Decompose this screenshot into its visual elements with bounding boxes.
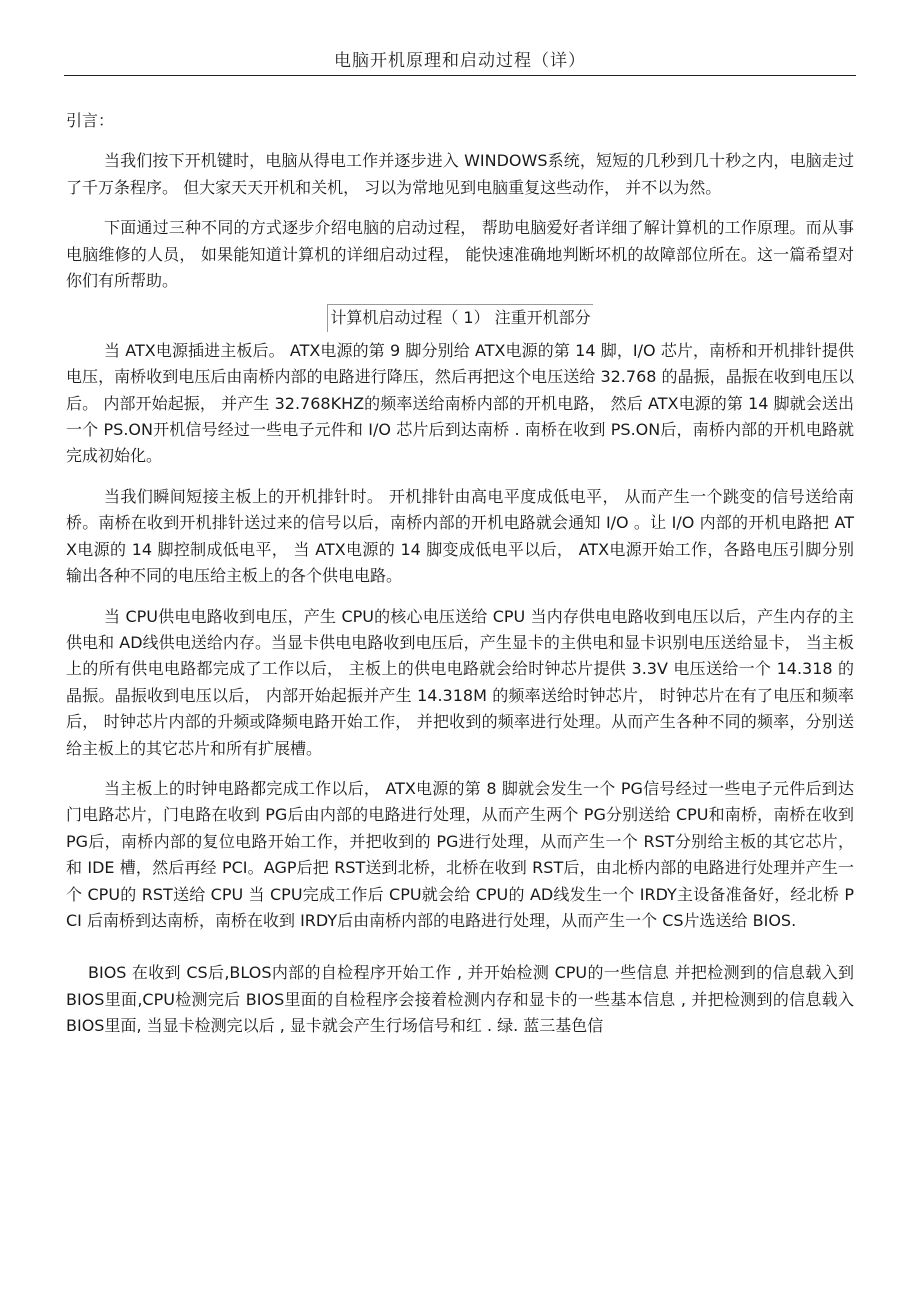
- paragraph-atx-power: 当 ATX电源插进主板后。 ATX电源的第 9 脚分别给 ATX电源的第 14 脚，I/O 芯片，南桥和开机排针提供电压，南桥收到电压后由南桥内部的电路进行降压，然后再把这个电压送给 32.768 的晶振，晶振在收到电压以后。 内部开始起振， 并产生 32.768KHZ的频率送给南桥内部的开机电路， 然后 ATX电源的第 14 脚就会送出一个 PS.ON开机信号经过一些电子元件和 I/O 芯片后到达南桥 . 南桥在收到 PS.ON后，南桥内部的开机电路就完成初始化。: [66, 340, 854, 466]
- page-title: 电脑开机原理和启动过程（详）: [334, 51, 586, 71]
- paragraph-intro-2: 下面通过三种不同的方式逐步介绍电脑的启动过程， 帮助电脑爱好者详细了解计算机的工作原理。而从事电脑维修的人员， 如果能知道计算机的详细启动过程， 能快速准确地判断坏机的故障部位所在。这一篇希望对你们有所帮助。: [66, 218, 854, 291]
- paragraph-cpu-power: 当 CPU供电电路收到电压，产生 CPU的核心电压送给 CPU 当内存供电电路收到电压以后，产生内存的主供电和 AD线供电送给内存。当显卡供电电路收到电压后，产生显卡的主供电和显卡识别电压送给显卡， 当主板上的所有供电电路都完成了工作以后， 主板上的供电电路就会给时钟芯片提供 3.3V 电压送给一个 14.318 的晶振。晶振收到电压以后， 内部开始起振并产生 14.318M 的频率送给时钟芯片， 时钟芯片在有了电压和频率后， 时钟芯片内部的升频或降频电路开始工作， 并把收到的频率进行处理。从而产生各种不同的频率，分别送给主板上的其它芯片和所有扩展槽。: [66, 606, 854, 758]
- document-body: [66, 108, 854, 1040]
- paragraph-pg-signal: 当主板上的时钟电路都完成工作以后， ATX电源的第 8 脚就会发生一个 PG信号经过一些电子元件后到达门电路芯片，门电路在收到 PG后由内部的电路进行处理，从而产生两个 PG分别送给 CPU和南桥，南桥在收到 PG后，南桥内部的复位电路开始工作，并把收到的 PG进行处理，从而产生一个 RST分别给主板的其它芯片，和 IDE 槽，然后再经 PCI。AGP后把 RST送到北桥，北桥在收到 RST后，由北桥内部的电路进行处理并产生一个 CPU的 RST送给 CPU 当 CPU完成工作后 CPU就会给 CPU的 AD线发生一个 IRDY主设备准备好，经北桥 PCI 后南桥到达南桥，南桥在收到 IRDY后由南桥内部的电路进行处理，从而产生一个 CS片选送给 BIOS.: [66, 778, 854, 930]
- intro-label: 引言：: [66, 111, 115, 130]
- paragraph-intro-1: 当我们按下开机键时，电脑从得电工作并逐步进入 WINDOWS系统，短短的几秒到几十秒之内，电脑走过了千万条程序。 但大家天天开机和关机， 习以为常地见到电脑重复这些动作， 并不以为然。: [66, 151, 854, 197]
- paragraph-power-button: 当我们瞬间短接主板上的开机排针时。 开机排针由高电平度成低电平， 从而产生一个跳变的信号送给南桥。南桥在收到开机排针送过来的信号以后，南桥内部的开机电路就会通知 I/O 。让 I/O 内部的开机电路把 ATX电源的 14 脚控制成低电平， 当 ATX电源的 14 脚变成低电平以后， ATX电源开始工作，各路电压引脚分别输出各种不同的电压给主板上的各个供电电路。: [66, 486, 854, 586]
- paragraph-bios: BIOS 在收到 CS后,BLOS内部的自检程序开始工作 , 并开始检测 CPU的一些信息 并把检测到的信息载入到 BIOS里面,CPU检测完后 BIOS里面的自检程序会接着检测内存和显卡的一些基本信息 , 并把检测到的信息载入 BIOS里面, 当显卡检测完以后 , 显卡就会产生行场信号和红 . 绿. 蓝三基色信: [66, 963, 854, 1036]
- section-heading: [66, 304, 854, 331]
- section-heading-text: 计算机启动过程（ 1） 注重开机部分: [327, 304, 592, 331]
- header-divider: [64, 75, 856, 76]
